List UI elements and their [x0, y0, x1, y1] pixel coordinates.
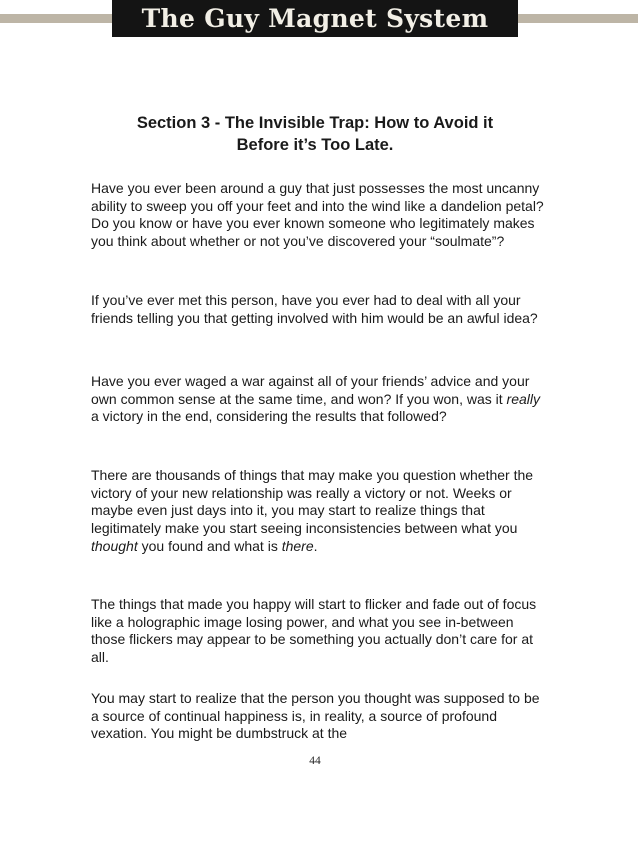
header-stripe-left	[0, 14, 112, 23]
paragraph-4-emphasis-thought: thought	[91, 537, 138, 554]
paragraph-4-emphasis-there: there	[281, 537, 314, 554]
paragraph-3-text-a: Have you ever waged a war against all of your friends’ advice and your own common sense at the same time, and won? If you won, was it	[91, 373, 530, 407]
paragraph-2: If you’ve ever met this person, have you ever had to deal with all your friends telling you that getting involved with him would be an awful idea?	[91, 292, 538, 326]
header-stripe-right	[518, 14, 638, 23]
paragraph-4-text-c: .	[313, 537, 318, 554]
page-number: 44	[309, 755, 321, 767]
book-title: The Guy Magnet System	[112, 0, 518, 37]
section-title-line-1: Section 3 - The Invisible Trap: How to Avoid it	[136, 114, 494, 132]
paragraph-4	[91, 467, 551, 556]
paragraph-3	[91, 373, 551, 426]
paragraph-1: Have you ever been around a guy that just possesses the most uncanny ability to sweep you off your feet and into the wind like a dandelion petal? Do you know or have you ever known someone who legitimately makes you think about whether or not you’ve discovered your “soulmate”?	[91, 180, 544, 250]
section-title	[90, 112, 540, 156]
paragraph-5: The things that made you happy will start to flicker and fade out of focus like a holographic image losing power, and what you see in-between those flickers may appear to be something you actually don’t care for at all.	[91, 596, 537, 666]
paragraph-3-text-b: a victory in the end, considering the results that followed?	[91, 408, 447, 425]
paragraph-4-text-b: you found and what is	[137, 537, 282, 554]
section-title-line-2: Before it’s Too Late.	[236, 136, 394, 154]
paragraph-4-text-a: There are thousands of things that may make you question whether the victory of your new relationship was really a victory or not. Weeks or maybe even just days into it, you may start to realize things that legitimately make you start seeing inconsistencies between what you	[91, 467, 534, 537]
header-banner	[0, 0, 638, 38]
paragraph-3-emphasis: really	[506, 390, 541, 407]
paragraph-6: You may start to realize that the person you thought was supposed to be a source of continual happiness is, in reality, a source of profound vexation. You might be dumbstruck at the	[91, 690, 540, 742]
